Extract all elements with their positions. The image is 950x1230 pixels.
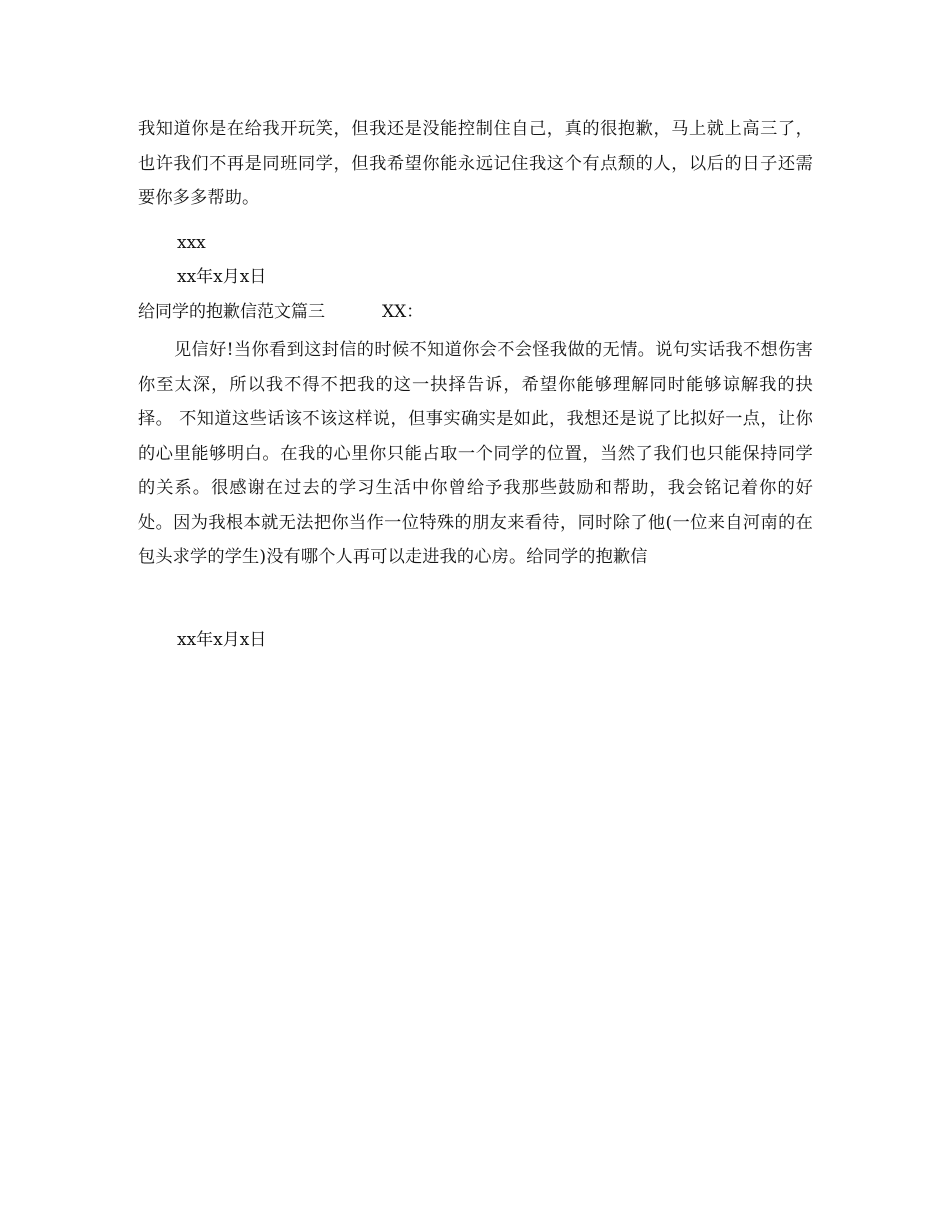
letter-paragraph-apology-end: 我知道你是在给我开玩笑，但我还是没能控制住自己，真的很抱歉，马上就上高三了，也许我们不再是同班同学，但我希望你能永远记住我这个有点颓的人，以后的日子还需要你多多帮助。 <box>138 119 813 208</box>
section-heading: 给同学的抱歉信范文篇三 <box>138 302 325 322</box>
signature: xxx <box>177 233 206 253</box>
salutation: XX： <box>382 302 424 322</box>
letter-paragraph-body: 见信好!当你看到这封信的时候不知道你会不会怪我做的无情。说句实话我不想伤害你至太深，所以我不得不把我的这一抉择告诉，希望你能够理解同时能够谅解我的抉择。 不知道这些话该不该这样说，但事实确实是如此，我想还是说了比拟好一点，让你的心里能够明白。在我的心里你只能占取一个同学的位置，当然了我们也只能保持同学的关系。很感谢在过去的学习生活中你曾给予我那些鼓励和帮助，我会铭记着你的好处。因为我根本就无法把你当作一位特殊的朋友来看待，同时除了他(一位来自河南的在包头求学的学生)没有哪个人再可以走进我的心房。给同学的抱歉信 <box>138 340 813 567</box>
date-line: xx年x月x日 <box>177 267 267 287</box>
date-line-closing: xx年x月x日 <box>177 630 267 650</box>
